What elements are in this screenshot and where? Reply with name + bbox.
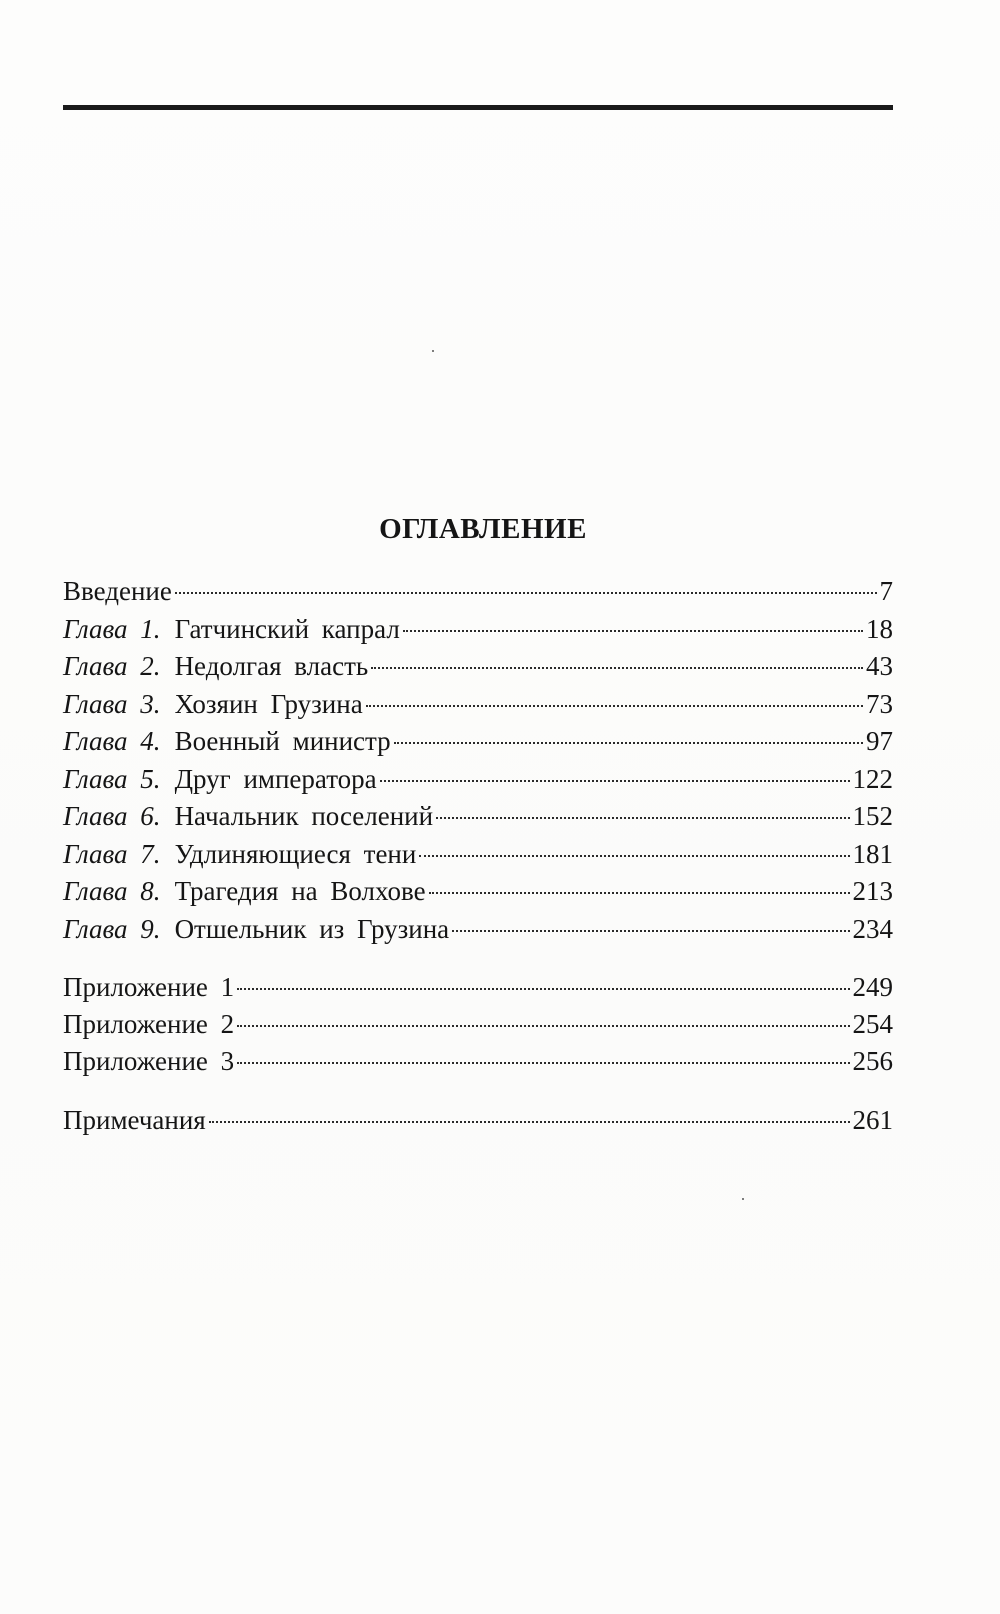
dot-leader <box>429 892 850 894</box>
page-number: 181 <box>852 839 893 869</box>
chapter-label: Глава 1. <box>63 614 161 644</box>
page-number: 152 <box>852 801 893 831</box>
page-number: 7 <box>879 576 893 606</box>
entry-title: Приложение 2 <box>63 1009 235 1039</box>
toc-entry-chapter-5 <box>63 760 893 798</box>
dot-leader <box>419 855 849 857</box>
dot-leader <box>394 742 863 744</box>
entry-title: Начальник поселений <box>174 801 434 831</box>
dot-leader <box>237 988 849 990</box>
dot-leader <box>452 930 849 932</box>
toc-entry-appendix-3 <box>63 1042 893 1080</box>
page-number: 254 <box>852 1009 893 1039</box>
print-speck <box>742 1198 744 1200</box>
page-title: ОГЛАВЛЕНИЕ <box>379 513 587 545</box>
dot-leader <box>237 1062 849 1064</box>
chapter-label: Глава 2. <box>63 651 161 681</box>
toc-entry-chapter-1 <box>63 610 893 648</box>
page-number: 234 <box>852 914 893 944</box>
page-number: 122 <box>852 764 893 794</box>
toc-entry-chapter-7 <box>63 835 893 873</box>
entry-title: Приложение 3 <box>63 1046 235 1076</box>
entry-title: Недолгая власть <box>174 651 369 681</box>
chapter-label: Глава 7. <box>63 839 161 869</box>
page-number: 261 <box>852 1105 893 1135</box>
page-number: 18 <box>866 614 893 644</box>
toc-entry-chapter-4 <box>63 722 893 760</box>
dot-leader <box>380 780 850 782</box>
page-number: 97 <box>866 726 893 756</box>
page-number: 249 <box>852 972 893 1002</box>
chapter-label: Глава 8. <box>63 876 161 906</box>
dot-leader <box>371 667 863 669</box>
dot-leader <box>209 1121 850 1123</box>
entry-title: Военный министр <box>174 726 391 756</box>
dot-leader <box>237 1025 849 1027</box>
entry-title: Друг императора <box>174 764 377 794</box>
page-number: 43 <box>866 651 893 681</box>
entry-title: Трагедия на Волхове <box>174 876 426 906</box>
toc-entry-chapter-2 <box>63 647 893 685</box>
chapter-label: Глава 9. <box>63 914 161 944</box>
entry-title: Отшельник из Грузина <box>174 914 450 944</box>
chapter-label: Глава 3. <box>63 689 161 719</box>
entry-title: Хозяин Грузина <box>174 689 363 719</box>
dot-leader <box>403 630 863 632</box>
print-speck <box>432 350 434 352</box>
entry-title: Приложение 1 <box>63 972 235 1002</box>
toc-entry-appendix-2 <box>63 1005 893 1043</box>
toc-entry-chapter-9 <box>63 910 893 948</box>
dot-leader <box>436 817 849 819</box>
chapter-label: Глава 5. <box>63 764 161 794</box>
top-rule <box>63 105 893 110</box>
toc-entry-chapter-3 <box>63 685 893 723</box>
chapter-label: Глава 6. <box>63 801 161 831</box>
toc-entry-chapter-6 <box>63 797 893 835</box>
toc-entry-notes <box>63 1101 893 1139</box>
page-number: 73 <box>866 689 893 719</box>
toc-entry-chapter-8 <box>63 872 893 910</box>
entry-title: Удлиняющиеся тени <box>174 839 417 869</box>
toc-entry-introduction <box>63 572 893 610</box>
dot-leader <box>366 705 863 707</box>
page-number: 213 <box>852 876 893 906</box>
chapter-label: Глава 4. <box>63 726 161 756</box>
entry-title: Примечания <box>63 1105 206 1135</box>
toc-entry-appendix-1 <box>63 968 893 1006</box>
page-number: 256 <box>852 1046 893 1076</box>
entry-title: Введение <box>63 576 172 606</box>
entry-title: Гатчинский капрал <box>174 614 400 644</box>
dot-leader <box>175 592 877 594</box>
